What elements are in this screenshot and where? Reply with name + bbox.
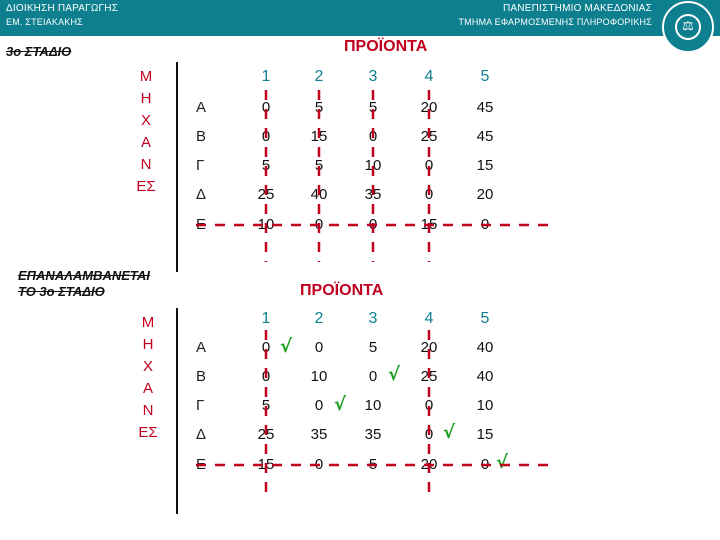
col-header: 3 — [368, 310, 378, 327]
table-cell: 10 — [257, 216, 275, 233]
table-cell: 0 — [314, 216, 324, 233]
check-mark-icon: √ — [388, 364, 401, 385]
check-mark-icon: √ — [280, 336, 293, 357]
table-cell: 5 — [261, 157, 271, 174]
table-cell: 5 — [314, 157, 324, 174]
table-cell: 35 — [364, 186, 382, 203]
table-cell: 0 — [424, 426, 434, 443]
table-cell: 40 — [476, 368, 494, 385]
table-cell: 35 — [364, 426, 382, 443]
row-header: Ε — [196, 456, 207, 473]
repeat-stage-label-line2: ΤΟ 3ο ΣΤΑΔΙΟ — [18, 284, 105, 299]
table-cell: 20 — [476, 186, 494, 203]
table-cell: 0 — [314, 456, 324, 473]
col-header: 4 — [424, 310, 434, 327]
machines-label: Μ Η Χ Α Ν ΕΣ — [138, 314, 158, 441]
stage-label: 3ο ΣΤΑΔΙΟ — [6, 44, 72, 59]
col-header: 1 — [261, 310, 271, 327]
table2-title: ΠΡΟΪΟΝΤΑ — [300, 282, 384, 299]
col-header: 2 — [314, 310, 324, 327]
table-cell: 5 — [261, 397, 271, 414]
table-cell: 15 — [420, 216, 438, 233]
table-cell: 15 — [310, 128, 328, 145]
col-header: 3 — [368, 68, 378, 85]
table-cell: 25 — [420, 368, 438, 385]
table-cell: 20 — [420, 339, 438, 356]
repeat-stage-label-line1: ΕΠΑΝΑΛΑΜΒΑΝΕΤΑΙ — [18, 268, 150, 283]
row-header: Γ — [196, 157, 205, 174]
table-cell: 0 — [424, 157, 434, 174]
table-cell: 25 — [420, 128, 438, 145]
table-cell: 15 — [476, 426, 494, 443]
row-header: Β — [196, 368, 207, 385]
table-cell: 5 — [368, 99, 378, 116]
header-bar — [0, 0, 720, 36]
table-cell: 25 — [257, 426, 275, 443]
machines-label: Μ Η Χ Α Ν ΕΣ — [136, 68, 156, 195]
table-cell: 10 — [310, 368, 328, 385]
table-cell: 15 — [476, 157, 494, 174]
table-cell: 0 — [480, 216, 490, 233]
table-cell: 5 — [368, 339, 378, 356]
table-cell: 20 — [420, 456, 438, 473]
table-cell: 20 — [420, 99, 438, 116]
table-cell: 0 — [424, 397, 434, 414]
col-header: 5 — [480, 68, 490, 85]
table-cell: 0 — [261, 128, 271, 145]
table-cell: 0 — [314, 339, 324, 356]
table-cell: 0 — [261, 99, 271, 116]
table-cell: 0 — [368, 368, 378, 385]
col-header: 4 — [424, 68, 434, 85]
row-header: Β — [196, 128, 207, 145]
table2-vertical-divider — [176, 308, 178, 514]
row-header: Δ — [196, 426, 207, 443]
table-cell: 5 — [368, 456, 378, 473]
row-header: Α — [196, 99, 207, 116]
table-cell: 45 — [476, 99, 494, 116]
check-mark-icon: √ — [496, 452, 509, 473]
row-header: Δ — [196, 186, 207, 203]
table-cell: 0 — [261, 368, 271, 385]
department-name: ΤΜΗΜΑ ΕΦΑΡΜΟΣΜΕΝΗΣ ΠΛΗΡΟΦΟΡΙΚΗΣ — [458, 17, 652, 27]
row-header: Ε — [196, 216, 207, 233]
table-cell: 40 — [476, 339, 494, 356]
table-cell: 5 — [314, 99, 324, 116]
table-cell: 0 — [314, 397, 324, 414]
course-title: ΔΙΟΙΚΗΣΗ ΠΑΡΑΓΩΓΗΣ — [6, 3, 119, 14]
col-header: 5 — [480, 310, 490, 327]
table1-title: ΠΡΟΪΟΝΤΑ — [344, 38, 428, 55]
table-cell: 10 — [364, 397, 382, 414]
table-cell: 10 — [364, 157, 382, 174]
table-cell: 25 — [257, 186, 275, 203]
university-seal-icon: ⚖ — [662, 1, 714, 53]
table-cell: 0 — [368, 216, 378, 233]
row-header: Α — [196, 339, 207, 356]
col-header: 2 — [314, 68, 324, 85]
university-name: ΠΑΝΕΠΙΣΤΗΜΙΟ ΜΑΚΕΔΟΝΙΑΣ — [503, 3, 652, 14]
table-cell: 0 — [368, 128, 378, 145]
check-mark-icon: √ — [443, 422, 456, 443]
check-mark-icon: √ — [334, 394, 347, 415]
table-cell: 0 — [480, 456, 490, 473]
table-cell: 35 — [310, 426, 328, 443]
table-cell: 15 — [257, 456, 275, 473]
col-header: 1 — [261, 68, 271, 85]
table-cell: 45 — [476, 128, 494, 145]
instructor-name: ΕΜ. ΣΤΕΙΑΚΑΚΗΣ — [6, 17, 83, 27]
table1-vertical-divider — [176, 62, 178, 272]
table-cell: 40 — [310, 186, 328, 203]
table-cell: 10 — [476, 397, 494, 414]
table-cell: 0 — [261, 339, 271, 356]
row-header: Γ — [196, 397, 205, 414]
table-cell: 0 — [424, 186, 434, 203]
